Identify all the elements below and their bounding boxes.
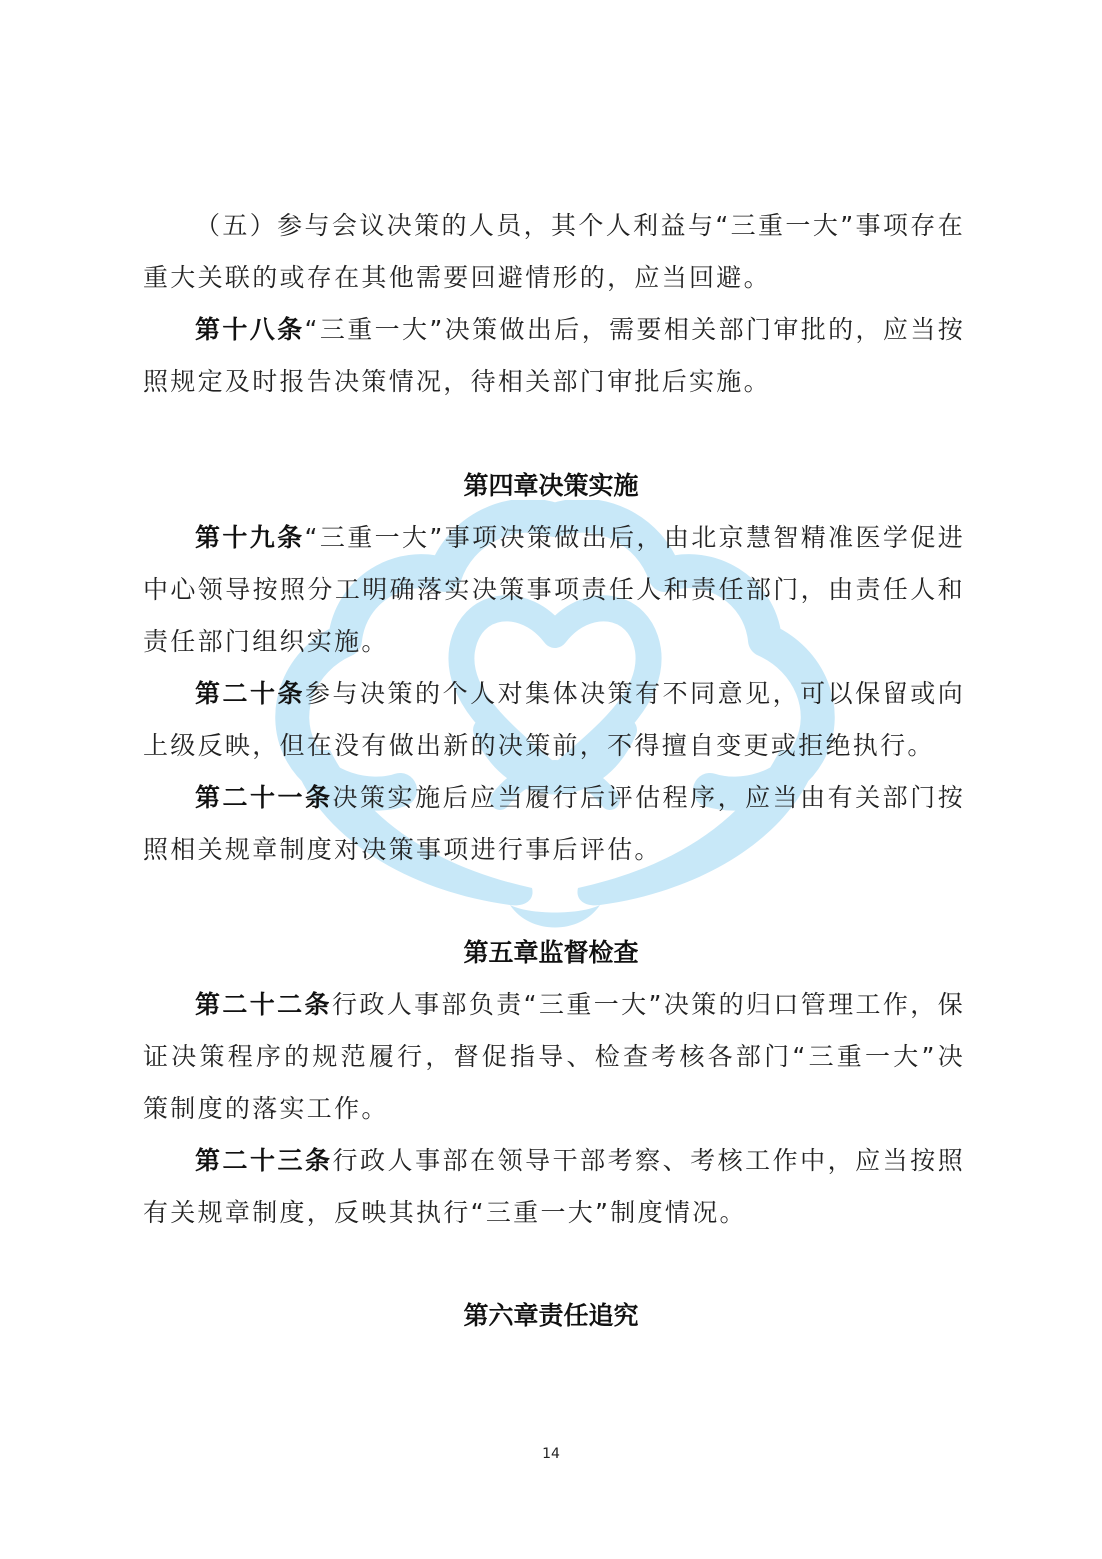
article-text: “三重一大”事项决策做出后，由北京慧智精准医学促进中心领导按照分工明确落实决策事项责任人和责任部门，由责任人和责任部门组织实施。: [143, 523, 966, 656]
page-number: 14: [542, 1446, 560, 1462]
chapter-6-title: 第六章责任追究: [463, 1301, 639, 1330]
paragraph-text: （五）参与会议决策的人员，其个人利益与“三重一大”事项存在重大关联的或存在其他需要回避情形的，应当回避。: [143, 211, 965, 292]
article-text: 行政人事部负责“三重一大”决策的归口管理工作，保证决策程序的规范履行，督促指导、检查考核各部门“三重一大”决策制度的落实工作。: [143, 990, 965, 1123]
article-number: 第二十三条: [195, 1146, 333, 1175]
article-text: 决策实施后应当履行后评估程序，应当由有关部门按照相关规章制度对决策事项进行事后评估。: [143, 783, 965, 864]
article-number: 第二十条: [195, 679, 306, 708]
article-number: 第二十一条: [195, 783, 333, 812]
article-text: 参与决策的个人对集体决策有不同意见，可以保留或向上级反映，但在没有做出新的决策前，不得擅自变更或拒绝执行。: [143, 679, 965, 760]
article-number: 第十八条: [195, 315, 305, 344]
article-text: 行政人事部在领导干部考察、考核工作中，应当按照有关规章制度，反映其执行“三重一大”制度情况。: [143, 1146, 965, 1227]
article-23: [143, 1135, 965, 1239]
chapter-4-title: 第四章决策实施: [463, 471, 639, 500]
chapter-5-title: 第五章监督检查: [463, 938, 639, 967]
article-18: [143, 304, 965, 408]
article-21: [143, 772, 965, 876]
paragraph-recusal: [143, 200, 965, 304]
article-22: [143, 979, 965, 1135]
article-text: “三重一大”决策做出后，需要相关部门审批的，应当按照规定及时报告决策情况，待相关部门审批后实施。: [143, 315, 966, 396]
article-19: [143, 512, 965, 668]
article-20: [143, 668, 965, 772]
article-number: 第十九条: [195, 523, 305, 552]
article-number: 第二十二条: [195, 990, 332, 1019]
